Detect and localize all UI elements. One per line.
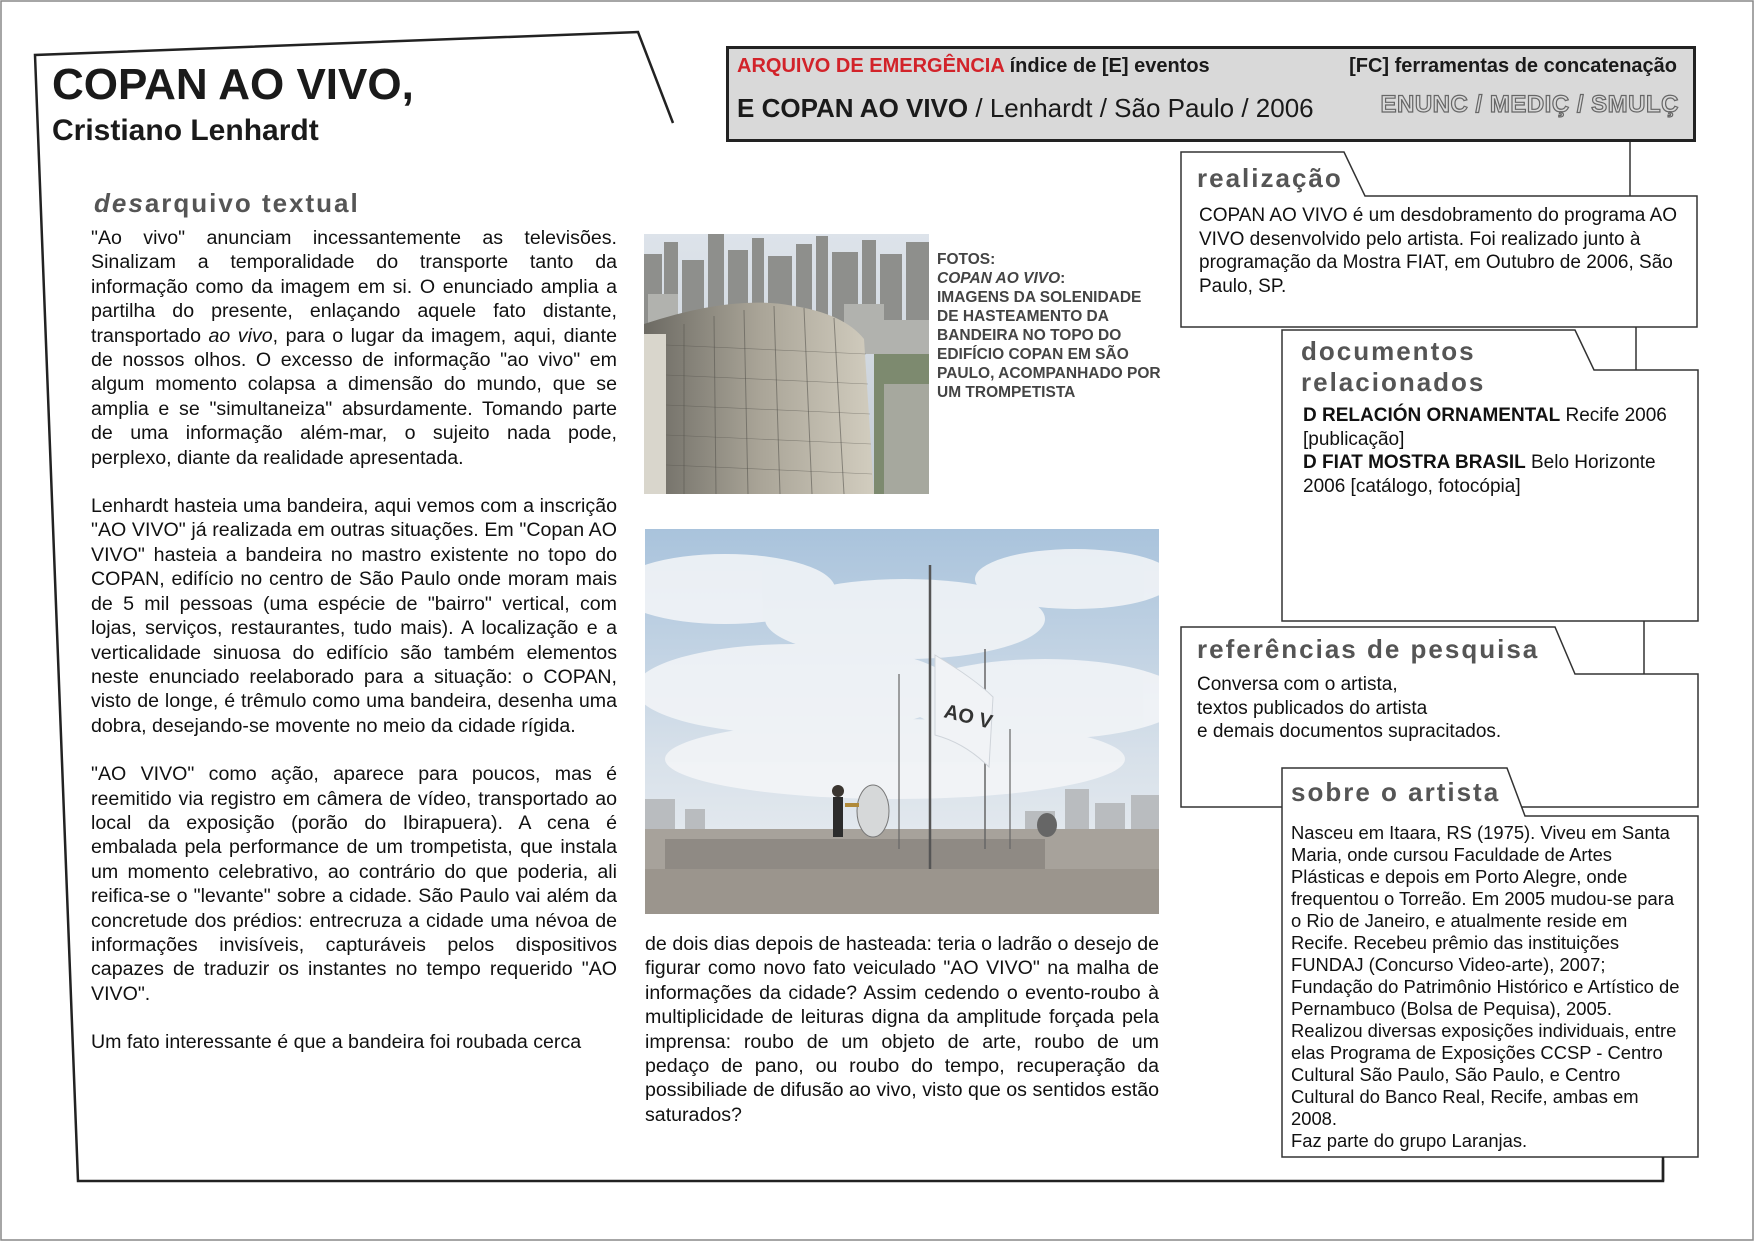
archive-label: ARQUIVO DE EMERGÊNCIA (737, 55, 1005, 77)
page-title: COPAN AO VIVO, (52, 60, 414, 109)
paragraph-1-part-a: "Ao vivo" anunciam incessantemente as televisões. Sinalizam a temporalidade do transporte tanto da informação como da imagem em si. O enunciado amplia a partilha do presente, enlaçando aquele fato distante, transportado (91, 227, 617, 347)
realizacao-heading: realização (1197, 163, 1343, 193)
documentos-item (1303, 404, 1678, 451)
section-heading (94, 188, 360, 219)
documentos-heading-line-1: documentos (1301, 336, 1476, 366)
tools-label: [FC] ferramentas de concatenação (1349, 55, 1677, 77)
sobre-text (1291, 822, 1687, 1152)
artist-name: Cristiano Lenhardt (52, 114, 319, 147)
section-heading-rest: arquivo textual (144, 188, 360, 218)
paragraph-1-emphasis: ao vivo (208, 324, 273, 347)
caption-colon: : (1060, 270, 1066, 287)
sobre-last-line: Faz parte do grupo Laranjas. (1291, 1130, 1528, 1151)
documentos-item-title: D RELACIÓN ORNAMENTAL (1303, 405, 1561, 426)
documentos-heading (1301, 336, 1485, 398)
documentos-item (1303, 451, 1678, 498)
event-code: E COPAN AO VIVO (737, 93, 969, 123)
documentos-list (1303, 404, 1678, 498)
flag-inscription: AO V (941, 700, 995, 734)
section-heading-prefix: des (94, 188, 145, 218)
documentos-item-detail: Recife 2006 [publicação] (1303, 405, 1667, 450)
event-line (737, 93, 1314, 124)
sobre-heading: sobre o artista (1291, 777, 1501, 807)
caption-work-title: COPAN AO VIVO (937, 270, 1061, 287)
photo-flag-rooftop (645, 529, 1159, 914)
caption-description: IMAGENS DA SOLENIDADE DE HASTEAMENTO DA BANDEIRA NO TOPO DO EDIFÍCIO COPAN EM SÃO PAULO, ACOMPANHADO POR UM TROMPETISTA (937, 289, 1161, 401)
paragraph-1-part-b: , para o lugar da imagem, aqui, diante de nossos olhos. O excesso de informação "ao vivo" em algum momento colapsa a dimensão do mundo, que se amplia e se "simultaneiza" absurdamente. Tomando parte de uma informação além-mar, o sujeito nada pode, perplexo, diante da realidade apresentada. (91, 324, 617, 469)
documentos-item-detail: Belo Horizonte 2006 [catálogo, fotocópia] (1303, 452, 1656, 497)
text-column-middle (645, 932, 1159, 1151)
photo-caption (937, 250, 1167, 402)
paragraph-1 (91, 226, 617, 470)
realizacao-text: COPAN AO VIVO é um desdobramento do programa AO VIVO desenvolvido pelo artista. Foi realizado junto à programação da Mostra FIAT, em Outubro de 2006, São Paulo, SP. (1199, 205, 1678, 297)
referencias-line: Conversa com o artista, (1197, 674, 1398, 695)
sobre-bio: Nasceu em Itaara, RS (1975). Viveu em Santa Maria, onde cursou Faculdade de Artes Plásticas e depois em Porto Alegre, onde frequentou o Torreão. Em 2005 mudou-se para o Rio de Janeiro, e atualmente reside em Recife. Recebeu prêmio das instituições FUNDAJ (Concurso Video-arte), 2007; Fundação do Patrimônio Histórico e Artístico de Pernambuco (Bolsa de Pequisa), 2005. Realizou diversas exposições individuais, entre elas Programa de Exposições CCSP - Centro Cultural São Paulo, São Paulo, e Centro Cultural do Banco Real, Recife, ambas em 2008. (1291, 822, 1680, 1129)
archive-index-label (737, 55, 1210, 78)
paragraph-5: de dois dias depois de hasteada: teria o ladrão o desejo de figurar como novo fato veiculado "AO VIVO" na malha de informações da cidade? Assim cedendo o evento-roubo à multiplicidade de leituras digna da amplitude forçada pela imprensa: roubo de um objeto de arte, roubo de um pedaço de pano, ou roubo do tempo, recuperação da possibiliade de difusão ao vivo, visto que os sentidos estão saturados? (645, 933, 1159, 1126)
referencias-line: textos publicados do artista (1197, 697, 1428, 719)
event-details: / Lenhardt / São Paulo / 2006 (968, 93, 1314, 123)
documentos-item-title: D FIAT MOSTRA BRASIL (1303, 452, 1526, 473)
photo-copan-building (644, 234, 929, 494)
referencias-line: e demais documentos supracitados. (1197, 721, 1502, 742)
caption-label: FOTOS: (937, 251, 996, 268)
paragraph-2: Lenhardt hasteia uma bandeira, aqui vemos com a inscrição "AO VIVO" já realizada em outras situações. Em "Copan AO VIVO" hasteia a bandeira no mastro existente no topo do COPAN, edifício no centro de São Paulo onde moram mais de 5 mil pessoas (uma espécie de "bairro" vertical, com lojas, serviços, restaurantes, tudo mais). A localização e a verticalidade sinuosa do edifício são também elementos neste enunciado reelaborado para a situação: o COPAN, visto de longe, é trêmulo como uma bandeira, desenha uma dobra, desejando-se movente no meio da cidade rígida. (91, 495, 617, 737)
modes-label: ENUNC / MEDIÇ / SMULÇ (1380, 91, 1679, 118)
referencias-heading: referências de pesquisa (1197, 634, 1540, 664)
index-label: índice de [E] eventos (1009, 55, 1210, 77)
documentos-heading-line-2: relacionados (1301, 367, 1486, 397)
archive-header (726, 46, 1696, 142)
paragraph-4: Um fato interessante é que a bandeira foi roubada cerca (91, 1031, 582, 1054)
paragraph-3: "AO VIVO" como ação, aparece para poucos, mas é reemitido via registro em câmera de vídeo, transportado ao local da exposição (porão do Ibirapuera). A cena é embalada pela performance de um trompetista, que instala um momento celebrativo, ao contrário do que poderia, ali reifica-se o "levante" sobre a cidade. São Paulo vai além da concretude dos prédios: entrecruza a cidade uma névoa de informações invisíveis, capturáveis pelos dispositivos capazes de traduzir os instantes no tempo requerido "AO VIVO". (91, 763, 617, 1005)
text-column-left (91, 226, 617, 1079)
caption-work-line (937, 269, 1167, 288)
referencias-text (1197, 673, 1677, 744)
